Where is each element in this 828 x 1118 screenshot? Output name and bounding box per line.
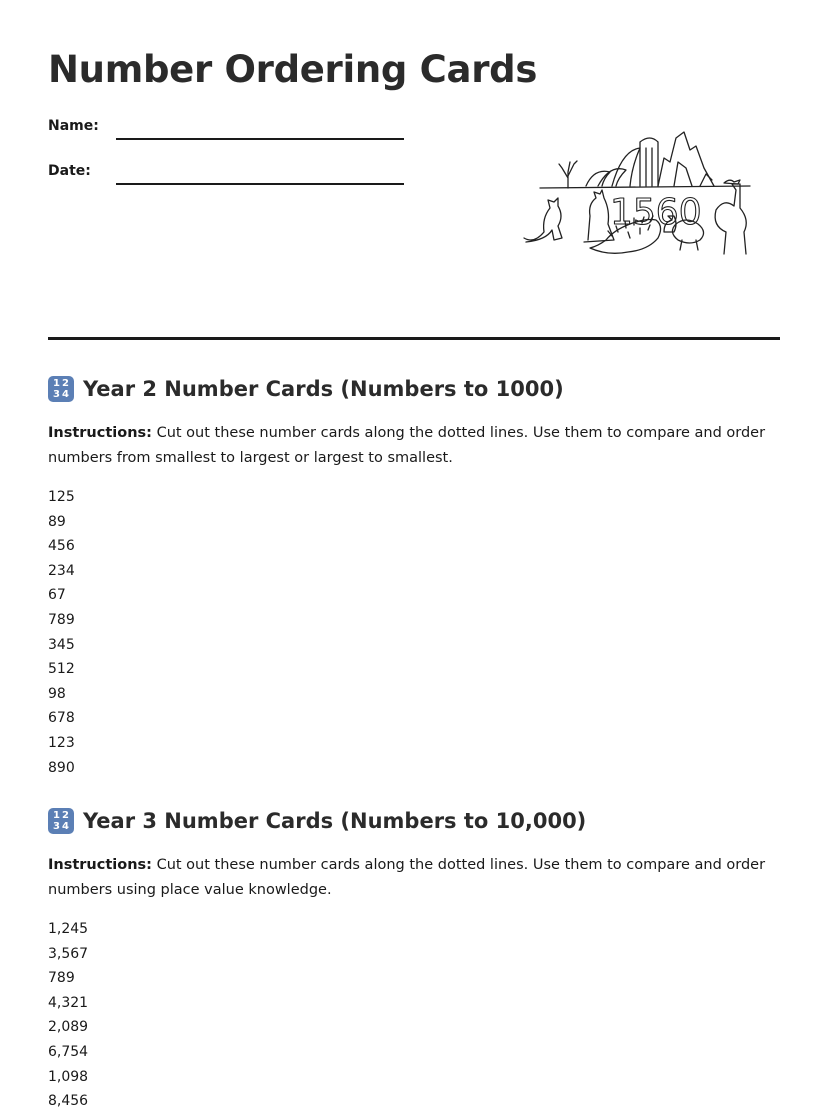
- year3-heading: [48, 804, 780, 838]
- year2-instructions-text: Cut out these number cards along the dotted lines. Use them to compare and order numbers from smallest to largest or largest to smallest.: [48, 425, 766, 466]
- year3-section: [48, 804, 780, 1114]
- australian-landmarks-animals-logo: [518, 128, 758, 260]
- number-card: 890: [48, 759, 75, 776]
- name-writing-line: [116, 138, 404, 140]
- year3-instructions-label: Instructions:: [48, 857, 152, 873]
- number-card: 89: [48, 513, 66, 530]
- name-label: Name:: [48, 118, 99, 134]
- number-card: 678: [48, 710, 75, 727]
- date-writing-line: [116, 183, 404, 185]
- year2-section: [48, 372, 780, 780]
- year3-instructions: [48, 853, 780, 903]
- year2-instructions-label: Instructions:: [48, 425, 152, 441]
- header-divider: [48, 337, 780, 340]
- number-card: 234: [48, 562, 75, 579]
- year2-heading-text: Year 2 Number Cards (Numbers to 1000): [83, 377, 564, 401]
- number-card: 1,245: [48, 921, 89, 937]
- number-card: 6,754: [48, 1043, 89, 1060]
- year3-instructions-text: Cut out these number cards along the dotted lines. Use them to compare and order numbers using place value knowledge.: [48, 857, 766, 898]
- input-numbers-icon: 1 2 3 4: [48, 376, 74, 402]
- number-card: 2,089: [48, 1019, 89, 1036]
- number-card: 789: [48, 611, 75, 628]
- date-label: Date:: [48, 163, 91, 179]
- number-card: 123: [48, 734, 75, 751]
- date-field: [48, 163, 91, 179]
- number-card: 1,098: [48, 1068, 89, 1085]
- number-card: 3,567: [48, 945, 89, 962]
- logo-number-text: 1560: [610, 192, 702, 233]
- year3-heading-text: Year 3 Number Cards (Numbers to 10,000): [83, 809, 587, 833]
- year2-heading: [48, 372, 780, 406]
- number-card: 98: [48, 685, 66, 702]
- year3-card-list: [48, 917, 780, 1114]
- input-numbers-icon: 1 2 3 4: [48, 808, 74, 834]
- year2-card-list: [48, 485, 780, 780]
- number-card: 8,456: [48, 1093, 89, 1110]
- number-card: 512: [48, 661, 75, 678]
- number-card: 4,321: [48, 994, 89, 1011]
- number-card: 789: [48, 970, 75, 987]
- year2-instructions: [48, 421, 780, 471]
- page-title: Number Ordering Cards: [48, 48, 538, 91]
- name-field: [48, 118, 99, 134]
- number-card: 125: [48, 489, 75, 505]
- number-card: 67: [48, 587, 66, 604]
- number-card: 345: [48, 636, 75, 653]
- number-card: 456: [48, 538, 75, 555]
